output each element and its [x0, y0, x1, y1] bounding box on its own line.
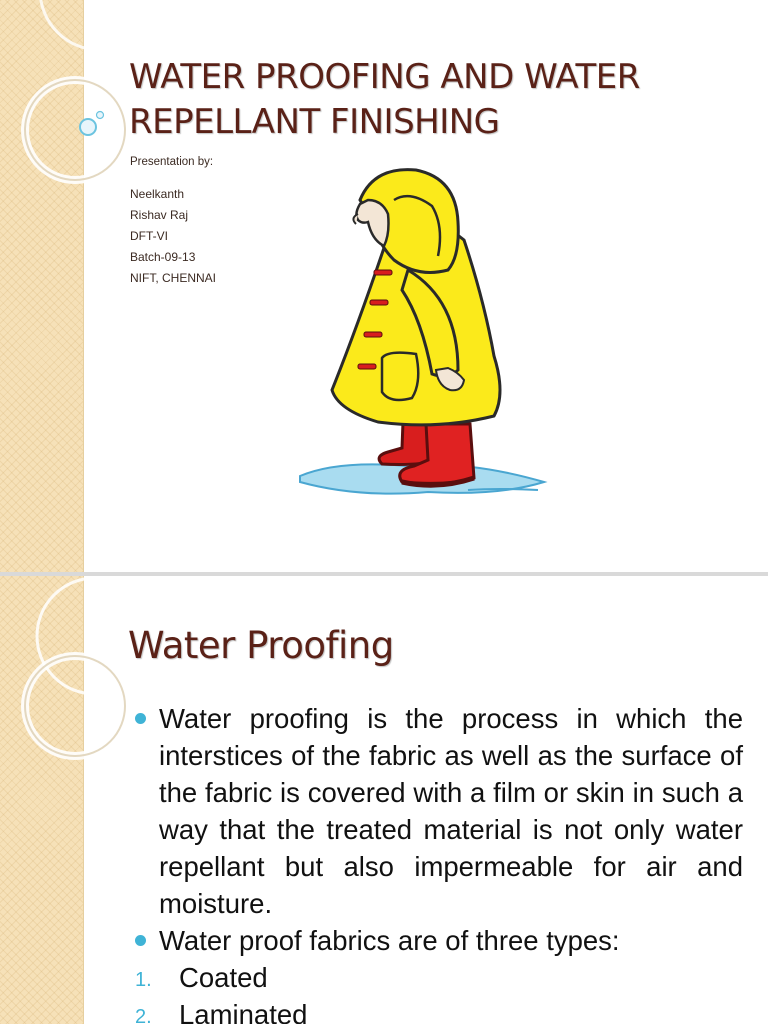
bullet-icon	[135, 935, 146, 946]
bullet-item	[135, 700, 743, 922]
list-text: Laminated	[179, 999, 308, 1024]
presenter-line: DFT-VI	[130, 229, 168, 243]
title-line-2: REPELLANT FINISHING	[129, 102, 500, 142]
slide-title: Water Proofing	[128, 624, 394, 667]
numbered-item	[135, 959, 743, 996]
decorative-circles	[0, 0, 140, 572]
presenter-line: NIFT, CHENNAI	[130, 271, 217, 285]
slide-body	[135, 700, 743, 1024]
presenter-block	[130, 152, 216, 289]
presented-by-label: Presentation by:	[130, 156, 214, 168]
slide-title	[129, 55, 749, 145]
decorative-circles	[0, 576, 140, 1024]
list-number: 1.	[135, 969, 152, 991]
presenter-line: Batch-09-13	[130, 250, 196, 264]
bullet-text: Water proof fabrics are of three types:	[159, 925, 620, 956]
title-line-1: WATER PROOFING AND WATER	[129, 57, 640, 97]
content-slide	[0, 576, 768, 1024]
list-text: Coated	[179, 962, 268, 993]
list-number: 2.	[135, 1006, 152, 1024]
bullet-icon	[135, 713, 146, 724]
raincoat-child-illustration	[298, 160, 548, 500]
presenter-line: Rishav Raj	[130, 208, 189, 222]
numbered-item	[135, 996, 743, 1024]
bullet-item	[135, 922, 743, 959]
bullet-text: Water proofing is the process in which the interstices of the fabric as well as the surface of the fabric is covered with a film or skin in such a way that the treated material is not only water repellant but also impermeable for air and moisture.	[159, 703, 743, 919]
presenter-line: Neelkanth	[130, 187, 185, 201]
